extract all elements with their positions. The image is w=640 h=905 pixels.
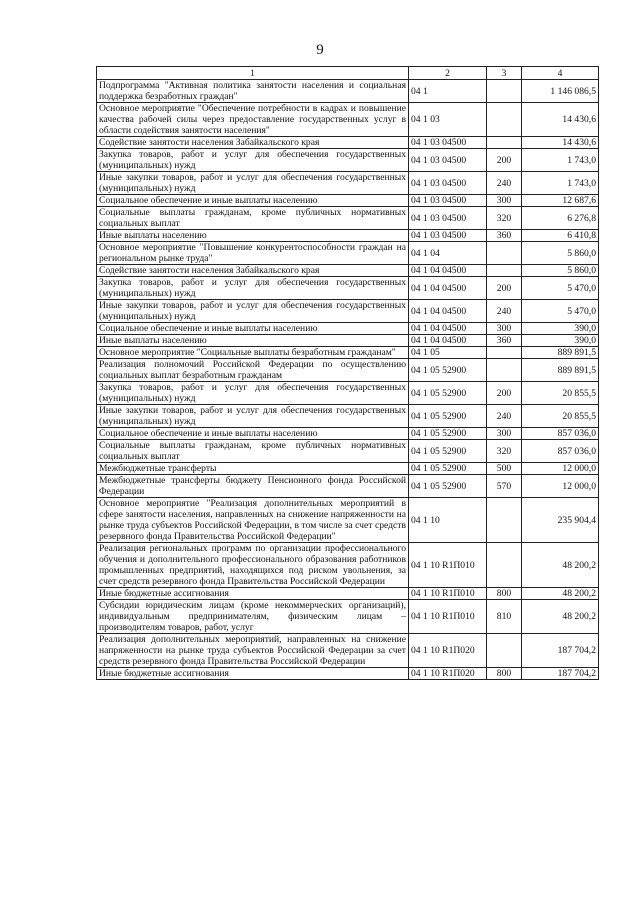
table-header [97, 67, 599, 80]
row-amount-cell: 14 430,6 [522, 103, 599, 137]
row-amount-cell: 5 470,0 [522, 300, 599, 323]
row-code-cell: 04 1 03 04500 [409, 207, 487, 230]
row-name-cell: Реализация региональных программ по организации профессионального обучения и дополнительного профессионального образования работников промышленных предприятий, находящихся под риском увольнения, за счет средств резервного фонда Правительства Российской Федерации [97, 543, 409, 588]
row-code-cell: 04 1 05 52900 [409, 475, 487, 498]
table-row [97, 137, 599, 149]
row-amount-cell: 48 200,2 [522, 588, 599, 600]
row-kind-cell [487, 359, 522, 382]
row-code-cell: 04 1 04 04500 [409, 277, 487, 300]
row-name-cell: Межбюджетные трансферты бюджету Пенсионного фонда Российской Федерации [97, 475, 409, 498]
table-row [97, 207, 599, 230]
table-row [97, 195, 599, 207]
row-code-cell: 04 1 05 52900 [409, 382, 487, 405]
row-code-cell: 04 1 10 R1П020 [409, 634, 487, 668]
row-amount-cell: 20 855,5 [522, 382, 599, 405]
table-row [97, 323, 599, 335]
row-kind-cell: 240 [487, 405, 522, 428]
row-code-cell: 04 1 04 04500 [409, 335, 487, 347]
row-amount-cell: 5 860,0 [522, 242, 599, 265]
table-body [97, 80, 599, 680]
row-amount-cell: 857 036,0 [522, 428, 599, 440]
row-kind-cell [487, 498, 522, 543]
row-code-cell: 04 1 05 52900 [409, 463, 487, 475]
row-name-cell: Социальные выплаты гражданам, кроме публичных нормативных социальных выплат [97, 440, 409, 463]
row-code-cell: 04 1 10 [409, 498, 487, 543]
row-kind-cell [487, 634, 522, 668]
row-amount-cell: 187 704,2 [522, 634, 599, 668]
row-kind-cell [487, 265, 522, 277]
table-row [97, 498, 599, 543]
row-name-cell: Закупка товаров, работ и услуг для обеспечения государственных (муниципальных) нужд [97, 277, 409, 300]
row-amount-cell: 6 276,8 [522, 207, 599, 230]
row-name-cell: Иные бюджетные ассигнования [97, 588, 409, 600]
row-kind-cell: 800 [487, 668, 522, 680]
row-name-cell: Основное мероприятие "Социальные выплаты безработным гражданам" [97, 347, 409, 359]
row-code-cell: 04 1 03 04500 [409, 149, 487, 172]
row-code-cell: 04 1 10 R1П010 [409, 543, 487, 588]
row-amount-cell: 48 200,2 [522, 600, 599, 634]
row-amount-cell: 187 704,2 [522, 668, 599, 680]
row-code-cell: 04 1 03 04500 [409, 172, 487, 195]
row-amount-cell: 5 860,0 [522, 265, 599, 277]
table-row [97, 172, 599, 195]
row-name-cell: Основное мероприятие "Обеспечение потребности в кадрах и повышение качества рабочей силы через предоставление государственных услуг в области содействия занятости населения" [97, 103, 409, 137]
row-code-cell: 04 1 04 04500 [409, 300, 487, 323]
row-amount-cell: 6 410,8 [522, 230, 599, 242]
table-row [97, 668, 599, 680]
row-amount-cell: 14 430,6 [522, 137, 599, 149]
header-col-kind: 3 [487, 67, 522, 80]
row-amount-cell: 1 743,0 [522, 149, 599, 172]
row-kind-cell: 360 [487, 335, 522, 347]
row-amount-cell: 1 146 086,5 [522, 80, 599, 103]
row-code-cell: 04 1 05 52900 [409, 359, 487, 382]
row-kind-cell: 300 [487, 428, 522, 440]
row-amount-cell: 12 000,0 [522, 463, 599, 475]
row-kind-cell [487, 543, 522, 588]
row-kind-cell: 570 [487, 475, 522, 498]
row-amount-cell: 20 855,5 [522, 405, 599, 428]
row-name-cell: Подпрограмма "Активная политика занятости населения и социальная поддержка безработных граждан" [97, 80, 409, 103]
header-col-name: 1 [97, 67, 409, 80]
row-name-cell: Иные выплаты населению [97, 335, 409, 347]
row-name-cell: Субсидии юридическим лицам (кроме некоммерческих организаций), индивидуальным предпринимателям, физическим лицам – производителям товаров, работ, услуг [97, 600, 409, 634]
row-amount-cell: 1 743,0 [522, 172, 599, 195]
table-row [97, 300, 599, 323]
row-kind-cell: 240 [487, 300, 522, 323]
table-row [97, 634, 599, 668]
row-amount-cell: 889 891,5 [522, 347, 599, 359]
table-row [97, 382, 599, 405]
row-code-cell: 04 1 04 04500 [409, 323, 487, 335]
row-code-cell: 04 1 10 R1П020 [409, 668, 487, 680]
row-amount-cell: 390,0 [522, 323, 599, 335]
header-col-code: 2 [409, 67, 487, 80]
table-row [97, 80, 599, 103]
row-kind-cell: 360 [487, 230, 522, 242]
table-row [97, 230, 599, 242]
row-name-cell: Социальное обеспечение и иные выплаты населению [97, 428, 409, 440]
row-code-cell: 04 1 03 04500 [409, 195, 487, 207]
row-code-cell: 04 1 [409, 80, 487, 103]
row-code-cell: 04 1 05 52900 [409, 405, 487, 428]
row-name-cell: Иные бюджетные ассигнования [97, 668, 409, 680]
row-kind-cell [487, 80, 522, 103]
row-name-cell: Иные закупки товаров, работ и услуг для обеспечения государственных (муниципальных) нужд [97, 300, 409, 323]
row-kind-cell: 500 [487, 463, 522, 475]
row-code-cell: 04 1 04 [409, 242, 487, 265]
row-amount-cell: 48 200,2 [522, 543, 599, 588]
table-row [97, 359, 599, 382]
row-name-cell: Основное мероприятие "Повышение конкурентоспособности граждан на региональном рынке труда" [97, 242, 409, 265]
budget-table [96, 66, 599, 680]
table-row [97, 588, 599, 600]
row-name-cell: Содействие занятости населения Забайкальского края [97, 137, 409, 149]
row-kind-cell: 800 [487, 588, 522, 600]
row-kind-cell: 810 [487, 600, 522, 634]
row-code-cell: 04 1 10 R1П010 [409, 600, 487, 634]
table-row [97, 475, 599, 498]
table-row [97, 428, 599, 440]
row-name-cell: Основное мероприятие "Реализация дополнительных мероприятий в сфере занятости населения, направленных на снижение напряженности на рынке труда субъектов Российской Федерации, в том числе за счет средств резервного фонда Правительства Российской Федерации" [97, 498, 409, 543]
row-kind-cell: 200 [487, 277, 522, 300]
row-kind-cell: 240 [487, 172, 522, 195]
table-row [97, 347, 599, 359]
row-name-cell: Реализация дополнительных мероприятий, направленных на снижение напряженности на рынке труда субъектов Российской Федерации за счет средств резервного фонда Правительства Российской Федерации [97, 634, 409, 668]
table-row [97, 440, 599, 463]
row-kind-cell: 320 [487, 440, 522, 463]
row-kind-cell: 320 [487, 207, 522, 230]
row-kind-cell: 200 [487, 149, 522, 172]
table-row [97, 543, 599, 588]
row-kind-cell: 300 [487, 195, 522, 207]
row-kind-cell [487, 137, 522, 149]
row-name-cell: Закупка товаров, работ и услуг для обеспечения государственных (муниципальных) нужд [97, 382, 409, 405]
header-row [97, 67, 599, 80]
table-row [97, 463, 599, 475]
header-col-amount: 4 [522, 67, 599, 80]
row-name-cell: Иные закупки товаров, работ и услуг для обеспечения государственных (муниципальных) нужд [97, 405, 409, 428]
row-kind-cell [487, 242, 522, 265]
table-row [97, 103, 599, 137]
row-name-cell: Межбюджетные трансферты [97, 463, 409, 475]
row-code-cell: 04 1 10 R1П010 [409, 588, 487, 600]
row-kind-cell [487, 103, 522, 137]
row-name-cell: Социальные выплаты гражданам, кроме публичных нормативных социальных выплат [97, 207, 409, 230]
table-row [97, 277, 599, 300]
row-amount-cell: 235 904,4 [522, 498, 599, 543]
row-code-cell: 04 1 03 04500 [409, 137, 487, 149]
row-kind-cell: 300 [487, 323, 522, 335]
row-name-cell: Содействие занятости населения Забайкальского края [97, 265, 409, 277]
row-name-cell: Социальное обеспечение и иные выплаты населению [97, 195, 409, 207]
row-kind-cell: 200 [487, 382, 522, 405]
table-row [97, 149, 599, 172]
row-code-cell: 04 1 04 04500 [409, 265, 487, 277]
row-amount-cell: 12 000,0 [522, 475, 599, 498]
table-row [97, 265, 599, 277]
row-amount-cell: 889 891,5 [522, 359, 599, 382]
row-amount-cell: 390,0 [522, 335, 599, 347]
row-amount-cell: 12 687,6 [522, 195, 599, 207]
row-code-cell: 04 1 05 [409, 347, 487, 359]
table-row [97, 405, 599, 428]
table-row [97, 600, 599, 634]
table-row [97, 242, 599, 265]
row-kind-cell [487, 347, 522, 359]
row-code-cell: 04 1 05 52900 [409, 428, 487, 440]
row-code-cell: 04 1 03 [409, 103, 487, 137]
row-name-cell: Закупка товаров, работ и услуг для обеспечения государственных (муниципальных) нужд [97, 149, 409, 172]
row-code-cell: 04 1 05 52900 [409, 440, 487, 463]
row-name-cell: Иные выплаты населению [97, 230, 409, 242]
page-number: 9 [316, 42, 324, 58]
row-amount-cell: 5 470,0 [522, 277, 599, 300]
row-name-cell: Социальное обеспечение и иные выплаты населению [97, 323, 409, 335]
row-code-cell: 04 1 03 04500 [409, 230, 487, 242]
row-name-cell: Иные закупки товаров, работ и услуг для обеспечения государственных (муниципальных) нужд [97, 172, 409, 195]
row-amount-cell: 857 036,0 [522, 440, 599, 463]
table-row [97, 335, 599, 347]
row-name-cell: Реализация полномочий Российской Федерации по осуществлению социальных выплат безработным гражданам [97, 359, 409, 382]
